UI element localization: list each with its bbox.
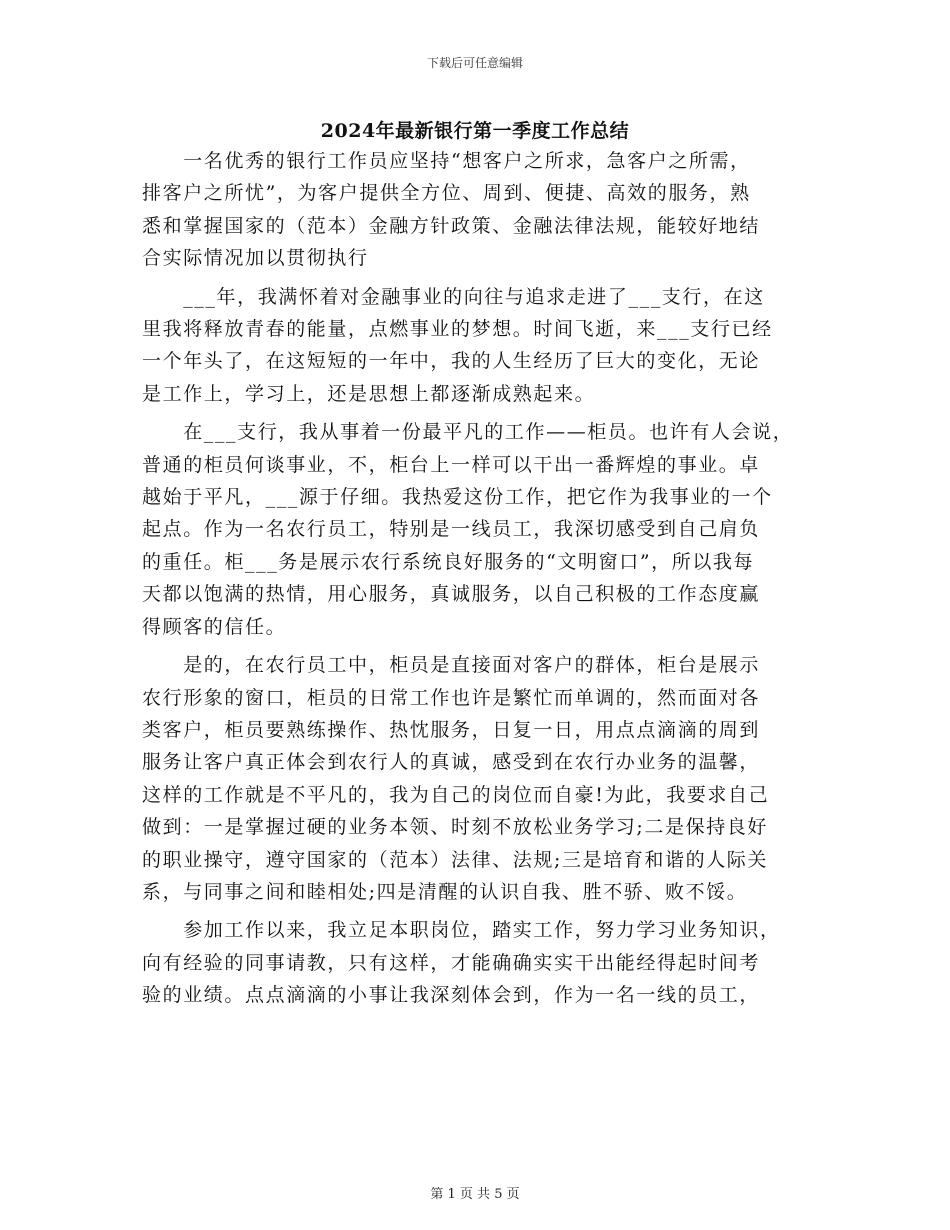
text-line: 参加工作以来，我立足本职岗位，踏实工作，努力学习业务知识， [142, 919, 781, 942]
text-line: 农行形象的窗口，柜员的日常工作也许是繁忙而单调的，然而面对各 [142, 686, 761, 709]
text-line: 这样的工作就是不平凡的，我为自己的岗位而自豪!为此，我要求自己 [142, 783, 770, 806]
paragraph-2 [142, 281, 818, 411]
text-line: ___年，我满怀着对金融事业的向往与追求走进了___支行，在这 [142, 285, 765, 308]
text-line: 天都以饱满的热情，用心服务，真诚服务，以自己积极的工作态度赢 [142, 583, 761, 606]
paragraph-5 [142, 914, 818, 1011]
paragraph-3 [142, 416, 818, 643]
text-line: 合实际情况加以贯彻执行 [142, 247, 369, 270]
text-line: 起点。作为一名农行员工，特别是一线员工，我深切感受到自己肩负 [142, 518, 761, 541]
document-body [142, 145, 818, 1018]
text-line: 越始于平凡，___源于仔细。我热爱这份工作，把它作为我事业的一个 [142, 486, 773, 509]
text-line: 里我将释放青春的能量，点燃事业的梦想。时间飞逝，来___支行已经 [142, 318, 773, 341]
text-line: 排客户之所忧”，为客户提供全方位、周到、便捷、高效的服务，熟 [142, 182, 751, 205]
text-line: 在___支行，我从事着一份最平凡的工作——柜员。也许有人会说， [142, 421, 794, 444]
page-header-note: 下载后可任意编辑 [426, 56, 523, 70]
text-line: 服务让客户真正体会到农行人的真诚，感受到在农行办业务的温馨， [142, 751, 761, 774]
text-line: 一个年头了，在这短短的一年中，我的人生经历了巨大的变化，无论 [142, 350, 761, 373]
text-line: 的职业操守，遵守国家的（范本）法律、法规;三是培育和谐的人际关 [142, 848, 769, 871]
text-line: 是的，在农行员工中，柜员是直接面对客户的群体，柜台是展示 [142, 654, 761, 677]
text-line: 系，与同事之间和睦相处;四是清醒的认识自我、胜不骄、败不馁。 [142, 880, 748, 903]
text-line: 类客户，柜员要熟练操作、热忱服务，日复一日，用点点滴滴的周到 [142, 718, 761, 741]
text-line: 是工作上，学习上，还是思想上都逐渐成熟起来。 [142, 382, 596, 405]
document-title: 2024年最新银行第一季度工作总结 [320, 120, 630, 142]
text-line: 做到：一是掌握过硬的业务本领、时刻不放松业务学习;二是保持良好 [142, 816, 769, 839]
paragraph-4 [142, 649, 818, 908]
text-line: 一名优秀的银行工作员应坚持“想客户之所求，急客户之所需， [142, 150, 751, 172]
text-line: 悉和掌握国家的（范本）金融方针政策、金融法律法规，能较好地结 [142, 214, 761, 237]
text-line: 得顾客的信任。 [142, 615, 287, 638]
text-line: 向有经验的同事请教，只有这样，才能确确实实干出能经得起时间考 [142, 951, 761, 974]
text-line: 普通的柜员何谈事业，不，柜台上一样可以干出一番辉煌的事业。卓 [142, 453, 761, 476]
text-line: 验的业绩。点点滴滴的小事让我深刻体会到，作为一名一线的员工， [142, 984, 761, 1007]
page-number-footer: 第 1 页 共 5 页 [430, 1187, 520, 1202]
text-line: 的重任。柜___务是展示农行系统良好服务的“文明窗口”，所以我每 [142, 550, 755, 573]
paragraph-1 [142, 145, 818, 275]
